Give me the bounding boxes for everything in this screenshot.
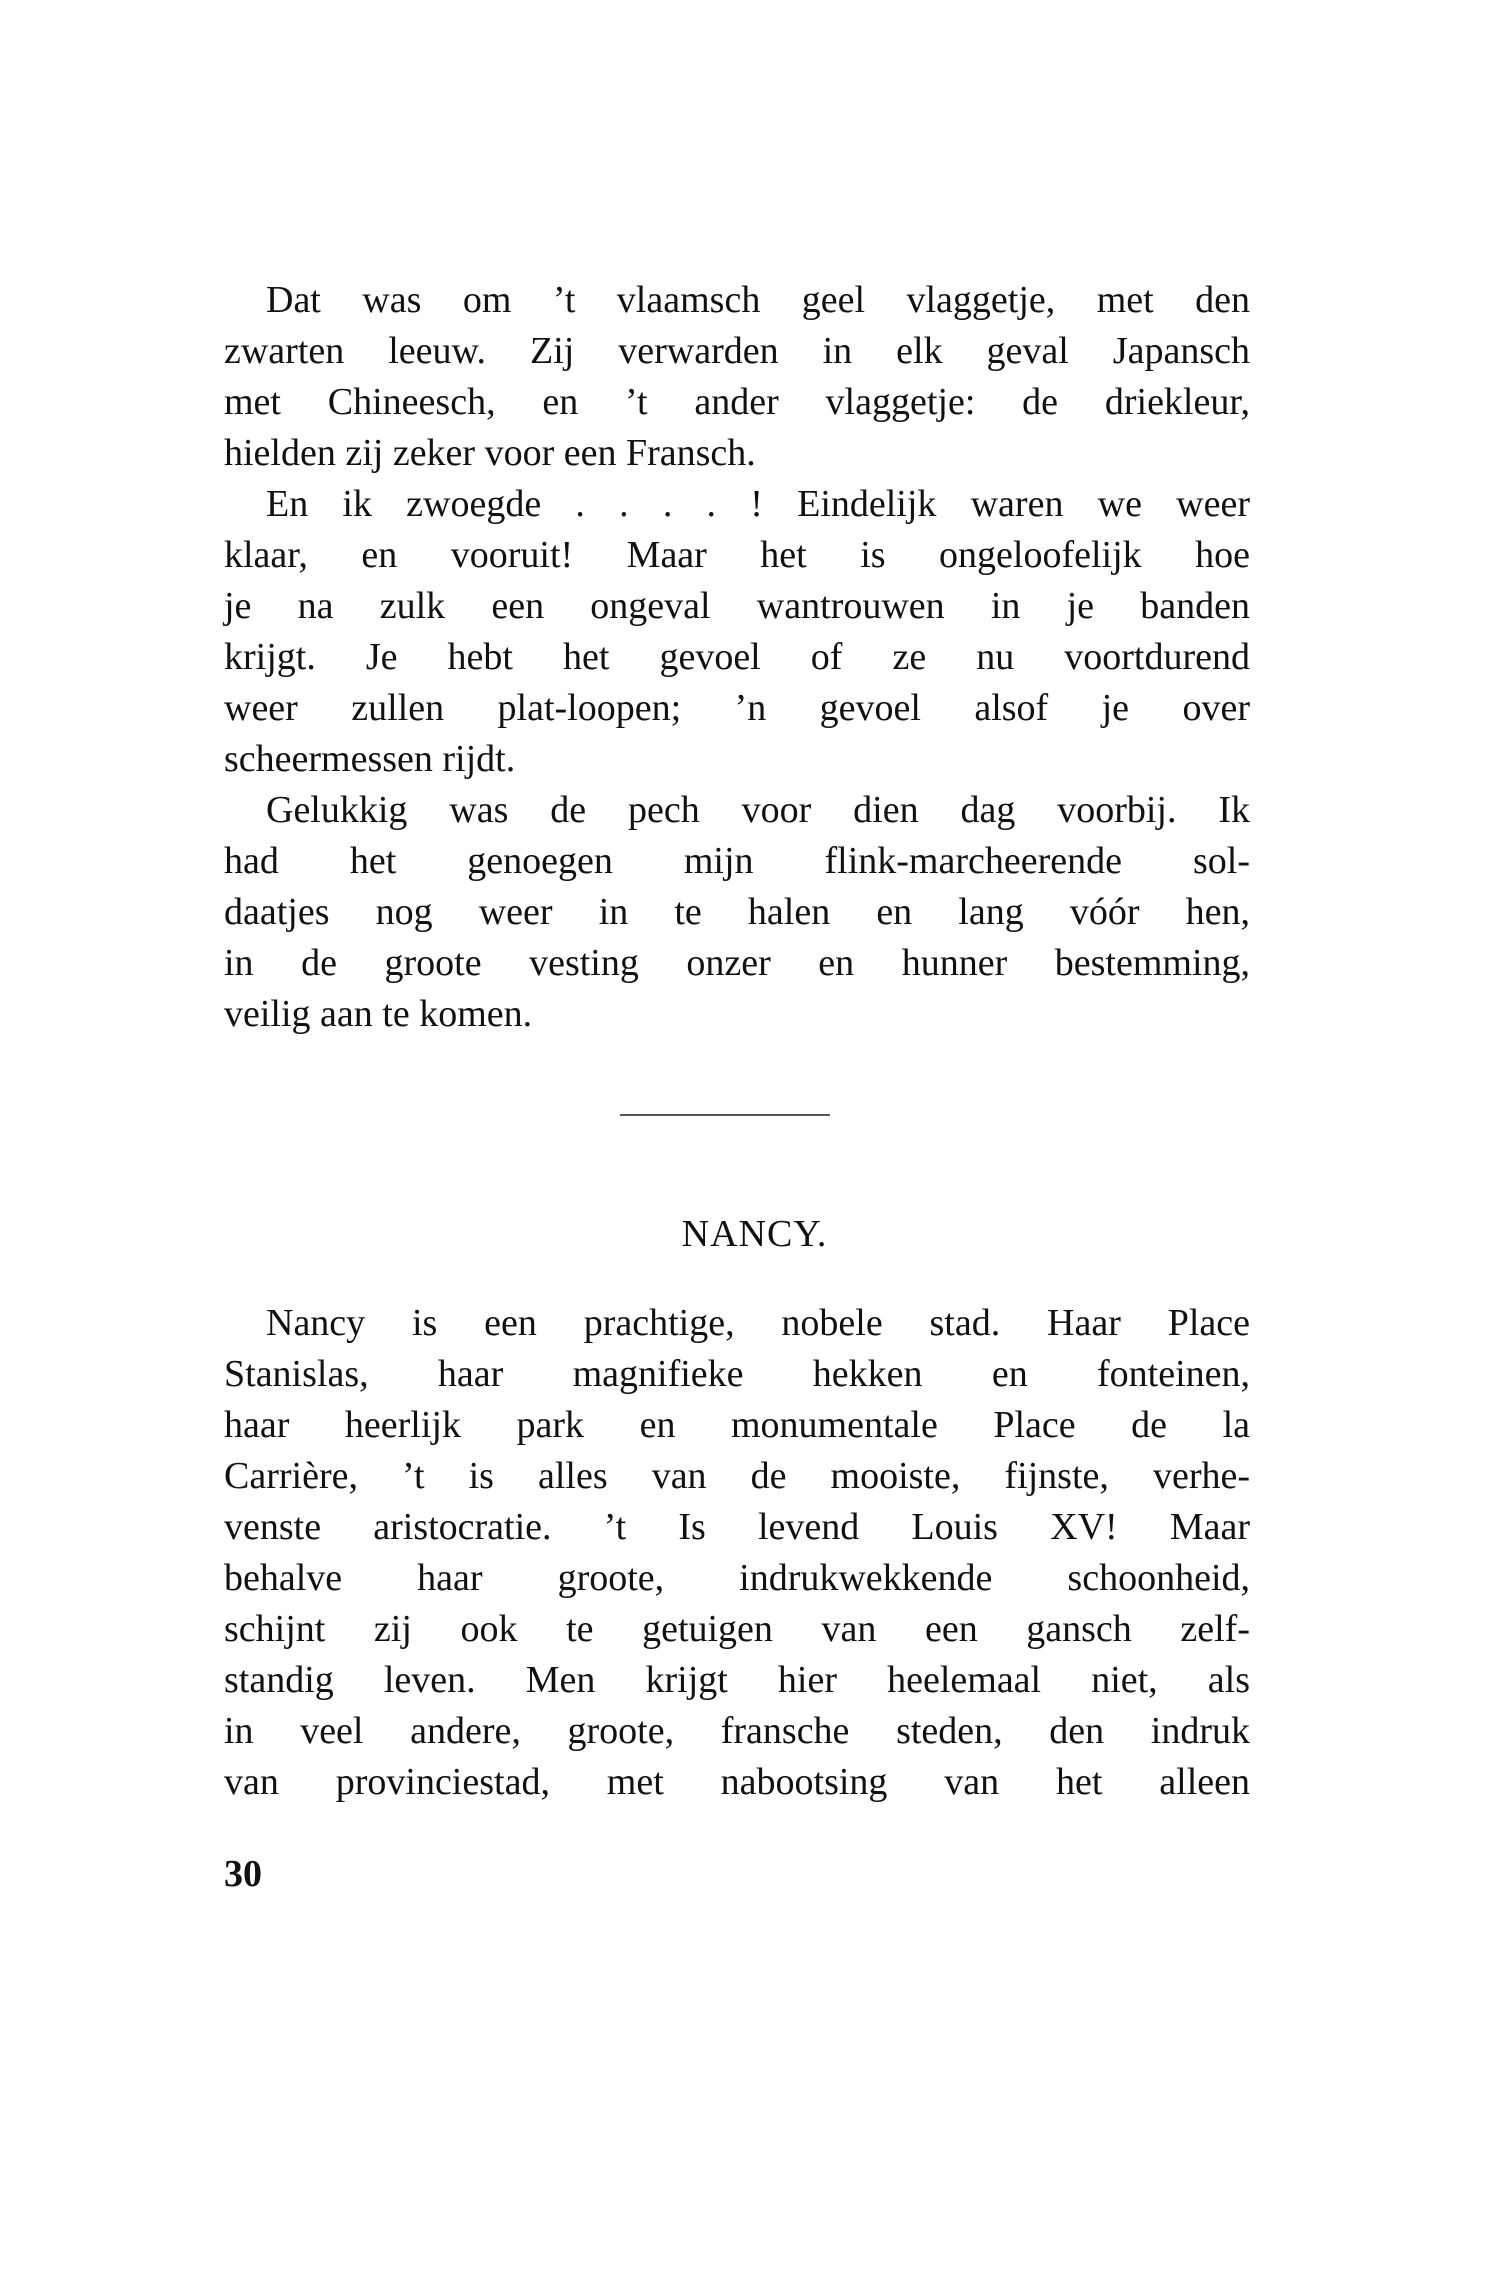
text-line: Carrière, ’t is alles van de mooiste, fijnste, verhe- [224,1455,1250,1497]
text-line: schijnt zij ook te getuigen van een gansch zelf- [224,1608,1250,1650]
paragraphs-section-1 [224,275,1250,1040]
text-line: Gelukkig was de pech voor dien dag voorbij. Ik [266,789,1250,831]
text-line: met Chineesch, en ’t ander vlaggetje: de driekleur, [224,381,1250,423]
text-line: in veel andere, groote, fransche steden, den indruk [224,1710,1250,1752]
text-line: venste aristocratie. ’t Is levend Louis XV! Maar [224,1506,1250,1548]
text-line: behalve haar groote, indrukwekkende schoonheid, [224,1557,1250,1599]
text-line: En ik zwoegde . . . . ! Eindelijk waren we weer [266,483,1250,525]
text-line: weer zullen plat-loopen; ’n gevoel alsof je over [224,687,1250,729]
text-line: je na zulk een ongeval wantrouwen in je banden [224,585,1250,627]
text-line: had het genoegen mijn flink-marcheerende sol- [224,840,1250,882]
text-line: van provinciestad, met nabootsing van het alleen [224,1761,1250,1803]
text-line: Nancy is een prachtige, nobele stad. Haar Place [266,1302,1250,1344]
text-line: klaar, en vooruit! Maar het is ongeloofelijk hoe [224,534,1250,576]
section-divider [620,1114,830,1116]
text-line: zwarten leeuw. Zij verwarden in elk geval Japansch [224,330,1250,372]
text-line: standig leven. Men krijgt hier heelemaal niet, als [224,1659,1250,1701]
text-line: veilig aan te komen. [224,993,533,1035]
chapter-heading: NANCY. [681,1213,828,1255]
text-line: Stanislas, haar magnifieke hekken en fonteinen, [224,1353,1250,1395]
paragraphs-section-2 [224,1298,1250,1808]
page-number: 30 [224,1853,262,1895]
text-line: Dat was om ’t vlaamsch geel vlaggetje, met den [266,279,1250,321]
text-line: hielden zij zeker voor een Fransch. [224,432,756,474]
text-line: scheermessen rijdt. [224,738,516,780]
text-line: krijgt. Je hebt het gevoel of ze nu voortdurend [224,636,1250,678]
text-line: haar heerlijk park en monumentale Place de la [224,1404,1250,1446]
text-line: in de groote vesting onzer en hunner bestemming, [224,942,1250,984]
text-line: daatjes nog weer in te halen en lang vóór hen, [224,891,1250,933]
